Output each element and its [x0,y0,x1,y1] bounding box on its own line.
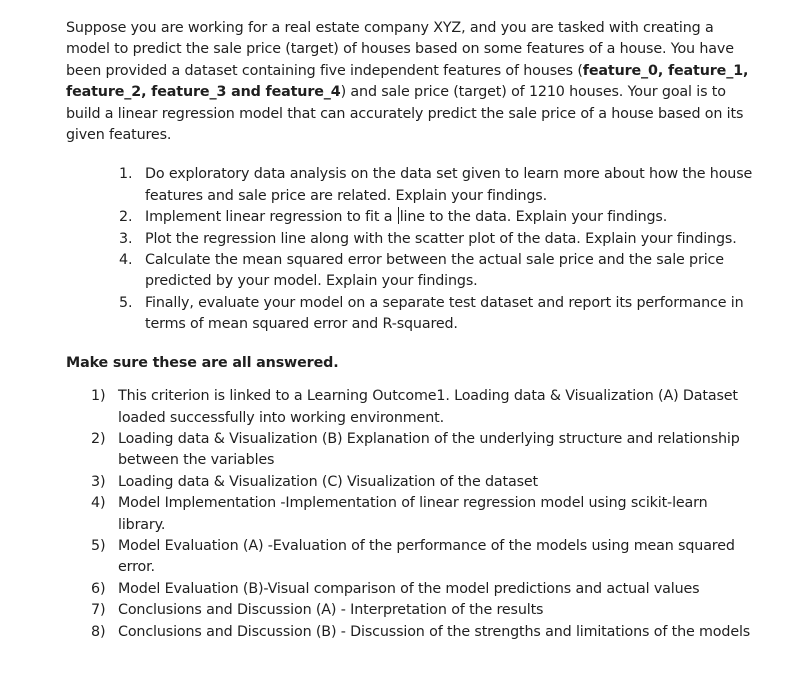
criterion-item [66,429,756,472]
criterion-text: This criterion is linked to a Learning Outcome1. Loading data & Visualization (A) Dataset loaded successfully into working environment. [118,388,738,426]
criterion-text: Conclusions and Discussion (A) - Interpretation of the results [118,602,544,619]
intro-text-part2: ) and sale price (target) of 1210 houses. Your goal is to build a linear regression model that can accurately predict the sale price of a house based on its given features. [66,84,744,144]
task-item [66,293,756,336]
task-number: 1. [119,166,133,183]
criterion-number: 4) [91,495,106,512]
task-number: 2. [119,209,133,226]
criterion-item [66,493,756,536]
criterion-number: 3) [91,473,106,490]
task-text: Plot the regression line along with the scatter plot of the data. Explain your findings. [145,230,737,247]
task-item [66,250,756,293]
make-sure-heading: Make sure these are all answered. [66,354,339,371]
criterion-text: Loading data & Visualization (B) Explanation of the underlying structure and relationship between the variables [118,430,740,469]
task-text-after-cursor: line to the data. Explain your findings. [399,209,668,226]
criterion-number: 6) [91,580,106,597]
criterion-text: Conclusions and Discussion (B) - Discussion of the strengths and limitations of the models [118,623,751,640]
criterion-text: Loading data & Visualization (C) Visualization of the dataset [118,473,539,490]
criterion-text: Model Implementation -Implementation of linear regression model using scikit-learn library. [118,495,708,533]
task-item [66,164,756,207]
criterion-number: 2) [91,430,106,447]
task-text: Finally, evaluate your model on a separate test dataset and report its performance in terms of mean squared error and R-squared. [145,294,744,333]
criterion-number: 5) [91,537,106,554]
criterion-number: 1) [91,388,106,405]
criterion-item [66,600,756,621]
text-cursor [398,207,399,224]
document-body [66,18,756,643]
task-text: Calculate the mean squared error between the actual sale price and the sale price predicted by your model. Explain your findings. [145,252,724,290]
task-number: 3. [119,230,133,247]
criterion-number: 8) [91,623,106,640]
task-item [66,229,756,250]
intro-paragraph [66,18,756,146]
criterion-item [66,579,756,600]
task-list [66,164,756,335]
task-text-before-cursor: Implement linear regression to fit a [145,209,397,226]
task-number: 4. [119,252,133,269]
criterion-text: Model Evaluation (A) -Evaluation of the performance of the models using mean squared error. [118,537,735,576]
criteria-list [66,386,756,643]
criterion-item [66,386,756,429]
criterion-text: Model Evaluation (B)-Visual comparison of the model predictions and actual values [118,580,700,597]
criterion-item [66,536,756,579]
task-number: 5. [119,294,133,311]
task-item [66,207,756,228]
criterion-item [66,622,756,643]
criterion-item [66,472,756,493]
task-text: Do exploratory data analysis on the data set given to learn more about how the house features and sale price are related. Explain your findings. [145,166,753,204]
criterion-number: 7) [91,602,106,619]
intro-text-part1: Suppose you are working for a real estate company XYZ, and you are tasked with creating a model to predict the sale price (target) of houses based on some features of a house. You have been provided a dataset containing five independent features of houses ( [66,20,734,79]
intro-features-bold: feature_0, feature_1, feature_2, feature_3 and feature_4 [66,62,749,101]
